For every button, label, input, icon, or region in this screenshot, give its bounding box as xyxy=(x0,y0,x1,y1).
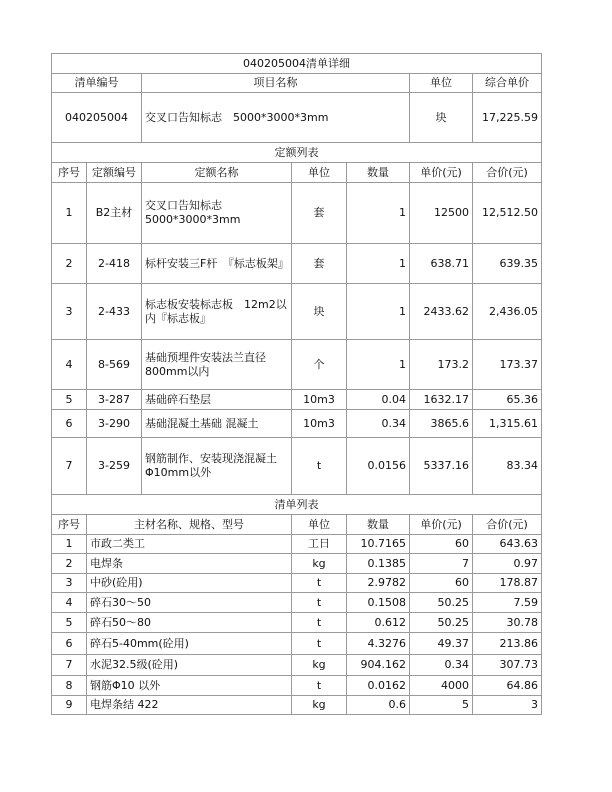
quota-qty: 0.0156 xyxy=(347,438,410,495)
quota-header-unit: 单位 xyxy=(292,163,347,183)
quota-name: 基础混凝土基础 混凝土 xyxy=(142,410,292,438)
item-code: 040205004 xyxy=(52,93,142,143)
quota-qty: 0.34 xyxy=(347,410,410,438)
quota-price: 638.71 xyxy=(410,244,473,284)
material-name: 钢筋Φ10 以外 xyxy=(87,676,292,696)
quota-no: 1 xyxy=(52,183,87,244)
material-header-unit: 单位 xyxy=(292,515,347,535)
quota-name: 钢筋制作、安装现浇混凝土Φ10mm以外 xyxy=(142,438,292,495)
quota-row xyxy=(52,340,542,390)
quota-no: 7 xyxy=(52,438,87,495)
quota-total: 2,436.05 xyxy=(473,284,542,340)
quota-row xyxy=(52,284,542,340)
quota-code: 2-418 xyxy=(87,244,142,284)
quota-name: 基础预埋件安装法兰直径800mm以内 xyxy=(142,340,292,390)
material-name: 市政二类工 xyxy=(87,535,292,554)
item-unit: 块 xyxy=(410,93,473,143)
material-name: 碎石50～80 xyxy=(87,613,292,633)
quota-header-total: 合价(元) xyxy=(473,163,542,183)
quota-name: 交叉口告知标志 5000*3000*3mm xyxy=(142,183,292,244)
quota-total: 639.35 xyxy=(473,244,542,284)
material-no: 9 xyxy=(52,696,87,715)
material-qty: 2.9782 xyxy=(347,574,410,593)
material-row xyxy=(52,593,542,613)
material-row xyxy=(52,574,542,593)
material-row xyxy=(52,696,542,715)
quota-total: 12,512.50 xyxy=(473,183,542,244)
material-total: 30.78 xyxy=(473,613,542,633)
material-total: 213.86 xyxy=(473,633,542,655)
quota-code: B2主材 xyxy=(87,183,142,244)
material-row xyxy=(52,676,542,696)
material-header-name: 主材名称、规格、型号 xyxy=(87,515,292,535)
item-name: 交叉口告知标志 5000*3000*3mm xyxy=(142,93,410,143)
quota-name: 标志板安装标志板 12m2以内『标志板』 xyxy=(142,284,292,340)
quota-section-title: 定额列表 xyxy=(52,143,542,163)
material-row xyxy=(52,655,542,676)
material-unit: t xyxy=(292,613,347,633)
quota-code: 3-259 xyxy=(87,438,142,495)
material-price: 60 xyxy=(410,535,473,554)
material-row xyxy=(52,633,542,655)
material-header-qty: 数量 xyxy=(347,515,410,535)
header-price: 综合单价 xyxy=(473,74,542,93)
material-unit: t xyxy=(292,633,347,655)
quota-qty: 1 xyxy=(347,244,410,284)
quota-unit: t xyxy=(292,438,347,495)
quota-qty: 0.04 xyxy=(347,390,410,410)
quota-unit: 10m3 xyxy=(292,390,347,410)
quota-unit: 10m3 xyxy=(292,410,347,438)
material-qty: 0.1385 xyxy=(347,554,410,574)
quota-unit: 块 xyxy=(292,284,347,340)
quota-row xyxy=(52,390,542,410)
quota-total: 83.34 xyxy=(473,438,542,495)
material-total: 307.73 xyxy=(473,655,542,676)
material-total: 3 xyxy=(473,696,542,715)
quota-no: 3 xyxy=(52,284,87,340)
quota-unit: 个 xyxy=(292,340,347,390)
material-name: 碎石5-40mm(砼用) xyxy=(87,633,292,655)
quota-no: 2 xyxy=(52,244,87,284)
quota-price: 1632.17 xyxy=(410,390,473,410)
material-price: 5 xyxy=(410,696,473,715)
quota-price: 12500 xyxy=(410,183,473,244)
material-no: 6 xyxy=(52,633,87,655)
quota-name: 标杆安装三F杆 『标志板架』 xyxy=(142,244,292,284)
quota-total: 173.37 xyxy=(473,340,542,390)
material-qty: 4.3276 xyxy=(347,633,410,655)
quota-header-name: 定额名称 xyxy=(142,163,292,183)
quota-code: 3-290 xyxy=(87,410,142,438)
material-total: 178.87 xyxy=(473,574,542,593)
material-qty: 0.6 xyxy=(347,696,410,715)
material-name: 电焊条结 422 xyxy=(87,696,292,715)
material-section-title: 清单列表 xyxy=(52,495,542,515)
quota-qty: 1 xyxy=(347,340,410,390)
quota-header-code: 定额编号 xyxy=(87,163,142,183)
quota-no: 4 xyxy=(52,340,87,390)
material-no: 7 xyxy=(52,655,87,676)
header-code: 清单编号 xyxy=(52,74,142,93)
material-total: 643.63 xyxy=(473,535,542,554)
quota-name: 基础碎石垫层 xyxy=(142,390,292,410)
quota-total: 1,315.61 xyxy=(473,410,542,438)
material-price: 0.34 xyxy=(410,655,473,676)
material-row xyxy=(52,535,542,554)
material-no: 2 xyxy=(52,554,87,574)
item-price: 17,225.59 xyxy=(473,93,542,143)
table-title: 040205004清单详细 xyxy=(52,54,542,74)
quota-unit: 套 xyxy=(292,244,347,284)
material-price: 4000 xyxy=(410,676,473,696)
quota-code: 2-433 xyxy=(87,284,142,340)
quota-unit: 套 xyxy=(292,183,347,244)
quota-price: 5337.16 xyxy=(410,438,473,495)
material-price: 50.25 xyxy=(410,593,473,613)
header-name: 项目名称 xyxy=(142,74,410,93)
material-price: 7 xyxy=(410,554,473,574)
material-unit: t xyxy=(292,574,347,593)
material-unit: kg xyxy=(292,554,347,574)
quota-header-price: 单价(元) xyxy=(410,163,473,183)
material-unit: t xyxy=(292,676,347,696)
material-name: 电焊条 xyxy=(87,554,292,574)
material-unit: t xyxy=(292,593,347,613)
quota-no: 5 xyxy=(52,390,87,410)
material-no: 5 xyxy=(52,613,87,633)
material-total: 7.59 xyxy=(473,593,542,613)
quota-header-no: 序号 xyxy=(52,163,87,183)
material-total: 0.97 xyxy=(473,554,542,574)
material-no: 4 xyxy=(52,593,87,613)
quota-row xyxy=(52,183,542,244)
material-name: 水泥32.5级(砼用) xyxy=(87,655,292,676)
material-qty: 904.162 xyxy=(347,655,410,676)
quota-price: 173.2 xyxy=(410,340,473,390)
material-price: 50.25 xyxy=(410,613,473,633)
quota-code: 3-287 xyxy=(87,390,142,410)
quota-row xyxy=(52,410,542,438)
material-price: 49.37 xyxy=(410,633,473,655)
material-row xyxy=(52,554,542,574)
material-qty: 0.0162 xyxy=(347,676,410,696)
quota-header-qty: 数量 xyxy=(347,163,410,183)
quota-price: 2433.62 xyxy=(410,284,473,340)
material-qty: 0.612 xyxy=(347,613,410,633)
quota-row xyxy=(52,438,542,495)
material-price: 60 xyxy=(410,574,473,593)
quota-qty: 1 xyxy=(347,183,410,244)
material-name: 中砂(砼用) xyxy=(87,574,292,593)
material-unit: kg xyxy=(292,696,347,715)
material-header-price: 单价(元) xyxy=(410,515,473,535)
quota-total: 65.36 xyxy=(473,390,542,410)
quota-no: 6 xyxy=(52,410,87,438)
material-total: 64.86 xyxy=(473,676,542,696)
material-header-total: 合价(元) xyxy=(473,515,542,535)
bill-detail-table xyxy=(51,53,542,715)
material-no: 1 xyxy=(52,535,87,554)
material-row xyxy=(52,613,542,633)
quota-code: 8-569 xyxy=(87,340,142,390)
header-unit: 单位 xyxy=(410,74,473,93)
material-unit: kg xyxy=(292,655,347,676)
material-unit: 工日 xyxy=(292,535,347,554)
quota-qty: 1 xyxy=(347,284,410,340)
material-qty: 10.7165 xyxy=(347,535,410,554)
quota-price: 3865.6 xyxy=(410,410,473,438)
material-header-no: 序号 xyxy=(52,515,87,535)
material-name: 碎石30～50 xyxy=(87,593,292,613)
material-no: 8 xyxy=(52,676,87,696)
material-qty: 0.1508 xyxy=(347,593,410,613)
material-no: 3 xyxy=(52,574,87,593)
quota-row xyxy=(52,244,542,284)
